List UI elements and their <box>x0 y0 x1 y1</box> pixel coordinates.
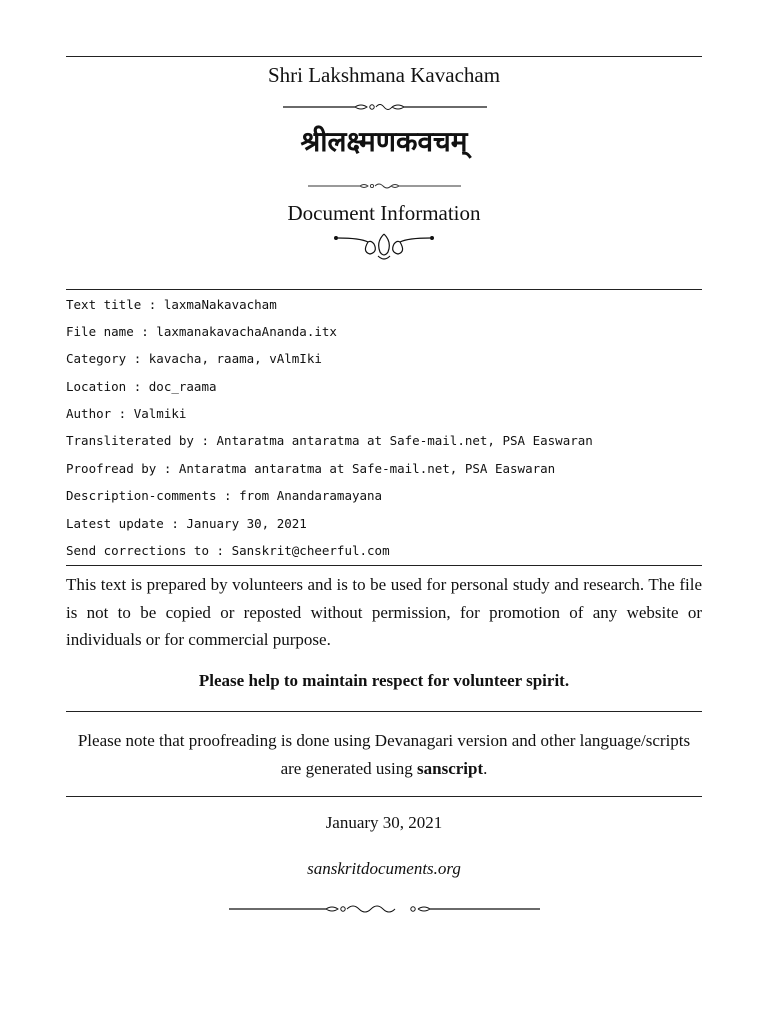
info-author: Author : Valmiki <box>66 406 187 421</box>
volunteer-spirit-note: Please help to maintain respect for volunteer spirit. <box>198 671 570 690</box>
ornament-divider-bottom <box>0 902 768 916</box>
flourish-ornament <box>0 228 768 264</box>
notice-paragraph: This text is prepared by volunteers and is to be used for personal study and research. The file is not to be copied or reposted without permission, for promotion of any website or individuals or for commercial purpose. <box>66 575 702 649</box>
proofreading-text: Please note that proofreading is done using Devanagari version and other language/scripts are generated using <box>77 731 691 778</box>
info-text-title: Text title : laxmaNakavacham <box>66 297 277 312</box>
info-send-corrections: Send corrections to : Sanskrit@cheerful.com <box>66 543 390 558</box>
proofreading-bottom-rule <box>66 796 702 797</box>
section-title: Document Information <box>287 201 481 225</box>
info-bottom-rule <box>66 565 702 566</box>
info-latest-update: Latest update : January 30, 2021 <box>66 516 307 531</box>
notice-bottom-rule <box>66 711 702 712</box>
proofreading-note <box>66 727 702 782</box>
sanscript-word: sanscript <box>417 758 484 778</box>
top-rule <box>66 56 702 57</box>
info-transliterated-by: Transliterated by : Antaratma antaratma at Safe-mail.net, PSA Easwaran <box>66 433 593 448</box>
page-title: Shri Lakshmana Kavacham <box>267 63 501 87</box>
ornament-divider-small <box>0 180 768 192</box>
info-description: Description-comments : from Anandaramayana <box>66 488 383 503</box>
devanagari-title: श्रीलक्ष्मणकवचम् <box>300 125 468 158</box>
footer-date: January 30, 2021 <box>325 813 443 832</box>
info-location: Location : doc_raama <box>66 379 217 394</box>
info-category: Category : kavacha, raama, vAlmIki <box>66 351 322 366</box>
info-file-name: File name : laxmanakavachaAnanda.itx <box>66 324 337 339</box>
ornament-divider-top <box>0 100 768 114</box>
footer-site: sanskritdocuments.org <box>307 859 461 878</box>
info-proofread-by: Proofread by : Antaratma antaratma at Safe-mail.net, PSA Easwaran <box>66 461 556 476</box>
info-top-rule <box>66 289 702 290</box>
proofreading-period: . <box>483 758 488 778</box>
